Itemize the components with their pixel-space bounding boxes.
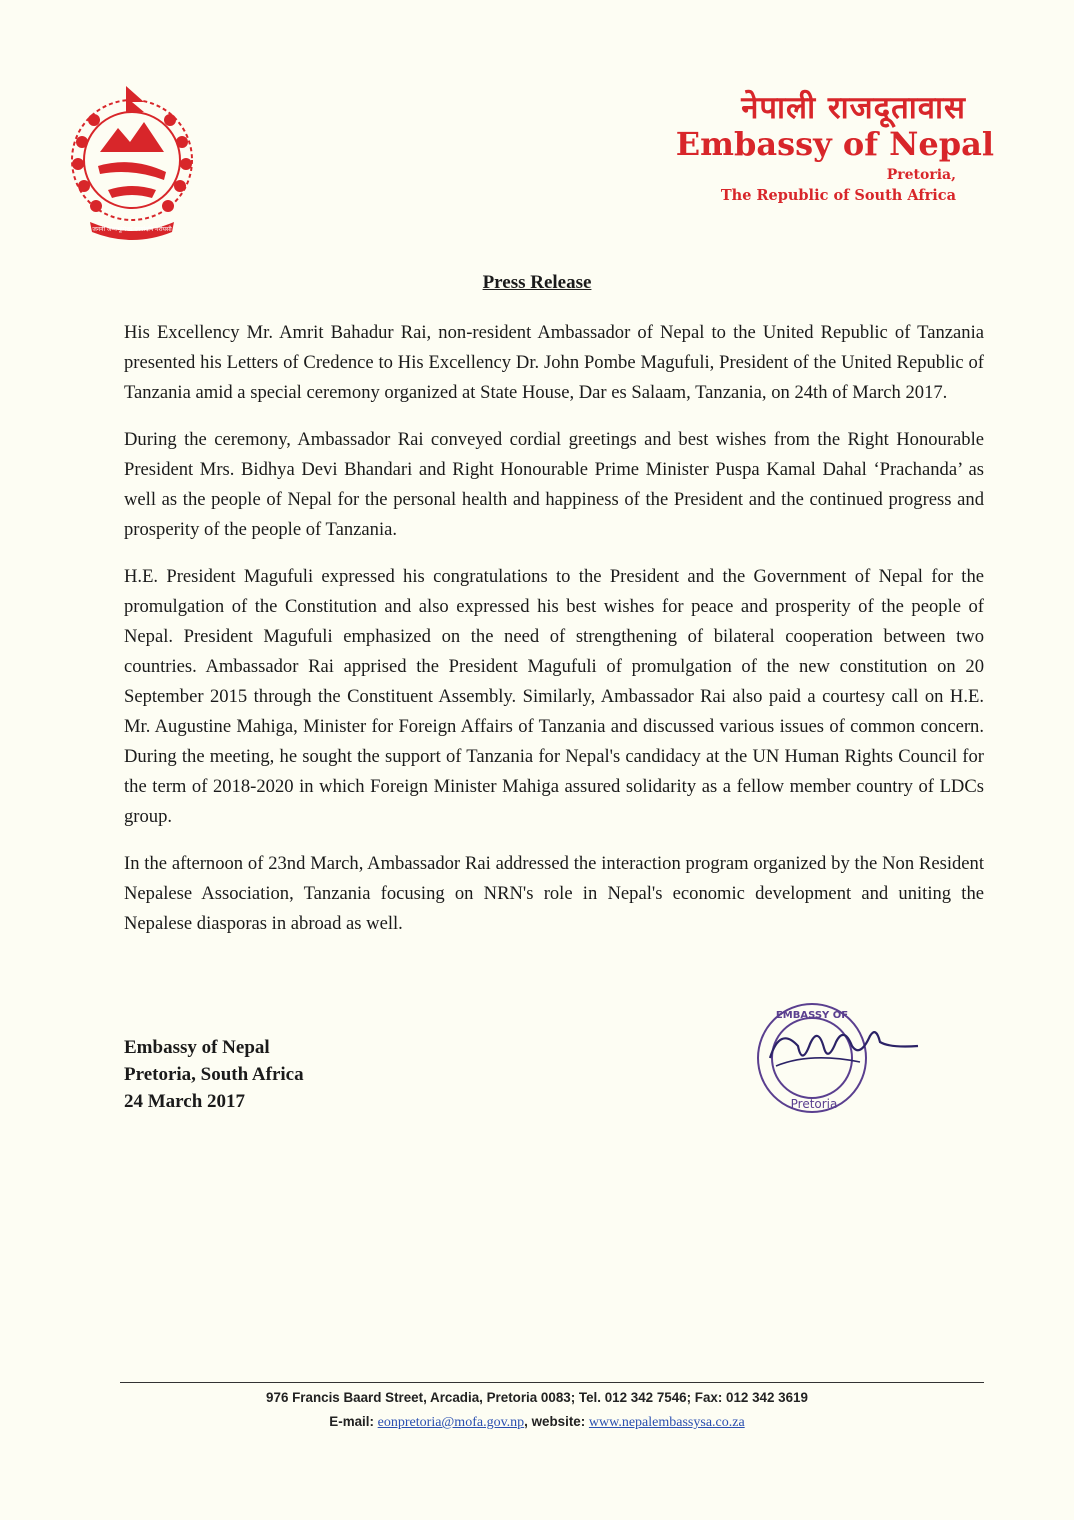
signature-icon	[770, 1032, 918, 1058]
website-link[interactable]: www.nepalembassysa.co.za	[588, 1415, 745, 1430]
footer-contact	[0, 1410, 1074, 1435]
embassy-city: Pretoria,	[886, 167, 956, 183]
email-link[interactable]: eonpretoria@mofa.gov.np	[377, 1415, 525, 1430]
nepal-emblem-icon	[60, 82, 204, 242]
footer	[0, 1386, 1074, 1435]
paragraph: His Excellency Mr. Amrit Bahadur Rai, non-resident Ambassador of Nepal to the United Republic of Tanzania presented his Letters of Credence to His Excellency Dr. John Pombe Magufuli, President of the United Republic of Tanzania amid a special ceremony organized at State House, Dar es Salaam, Tanzania, on 24th of March 2017.	[124, 322, 984, 403]
website-label: , website:	[524, 1414, 589, 1429]
signoff-block	[124, 1034, 304, 1115]
embassy-seal-stamp	[740, 996, 930, 1126]
paragraph: In the afternoon of 23nd March, Ambassador Rai addressed the interaction program organized by the Non Resident Nepalese Association, Tanzania focusing on NRN's role in Nepal's economic development and uniting the Nepalese diasporas in abroad as well.	[124, 853, 984, 934]
signoff-location: Pretoria, South Africa	[124, 1064, 304, 1085]
page-title: Press Release	[482, 272, 592, 293]
signoff-org: Embassy of Nepal	[124, 1037, 270, 1058]
footer-divider	[120, 1382, 984, 1383]
seal-text-bottom: Pretoria	[790, 1097, 838, 1111]
footer-address: 976 Francis Baard Street, Arcadia, Pretoria 0083; Tel. 012 342 7546; Fax: 012 342 3619	[266, 1390, 808, 1405]
press-release-body	[124, 318, 984, 956]
seal-text-top: EMBASSY OF	[775, 1010, 849, 1021]
paragraph: During the ceremony, Ambassador Rai conveyed cordial greetings and best wishes from the Right Honourable President Mrs. Bidhya Devi Bhandari and Right Honourable Prime Minister Puspa Kamal Dahal ‘Prachanda’ as well as the people of Nepal for the personal health and happiness of the President and the continued progress and prosperity of the people of Tanzania.	[124, 429, 984, 540]
embassy-name-english: Embassy of Nepal	[675, 125, 994, 163]
email-label: E-mail:	[329, 1414, 378, 1429]
paragraph: H.E. President Magufuli expressed his congratulations to the President and the Government of Nepal for the promulgation of the Constitution and also expressed his best wishes for peace and prosperity of the people of Nepal. President Magufuli emphasized on the need of strengthening of bilateral cooperation between two countries. Ambassador Rai apprised the President Magufuli of promulgation of the new constitution on 20 September 2015 through the Constituent Assembly. Similarly, Ambassador Rai also paid a courtesy call on H.E. Mr. Augustine Mahiga, Minister for Foreign Affairs of Tanzania and discussed various issues of common concern. During the meeting, he sought the support of Tanzania for Nepal's candidacy at the UN Human Rights Council for the term of 2018-2020 in which Foreign Minister Mahiga assured solidarity as a fellow member country of LDCs group.	[124, 566, 984, 827]
signoff-date: 24 March 2017	[124, 1091, 246, 1112]
emblem-motto: जननी जन्मभूमिश्च स्वर्गादपि गरीयसी	[92, 226, 172, 233]
embassy-country: The Republic of South Africa	[720, 187, 956, 204]
embassy-name-nepali: नेपाली राजदूतावास	[741, 90, 966, 126]
letterhead	[634, 90, 994, 206]
